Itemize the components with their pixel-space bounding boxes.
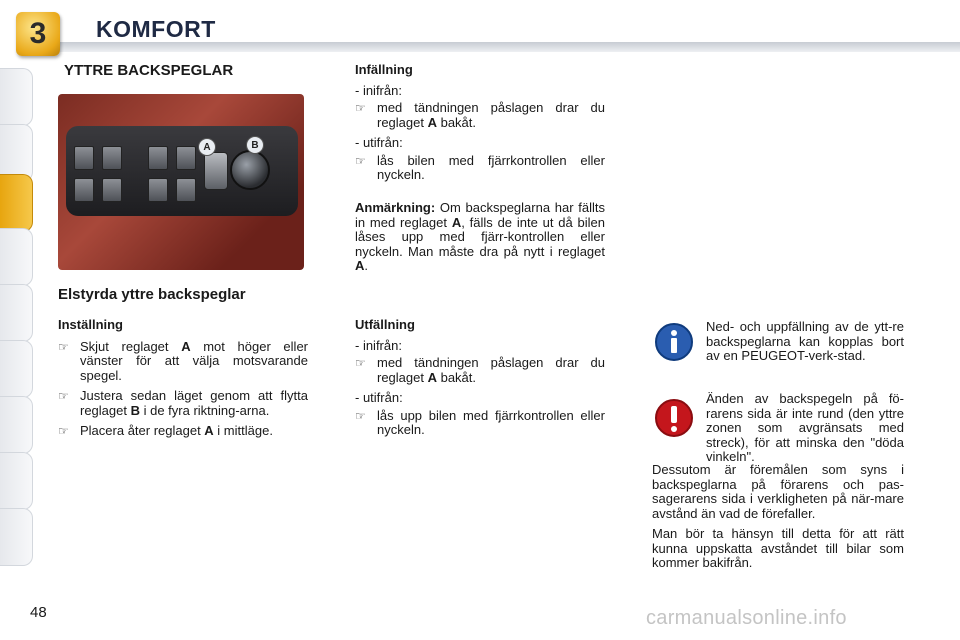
chapter-tab-active[interactable] [0, 174, 33, 232]
anmarkning-block: Anmärkning: Om backspeglarna har fällts in med reglaget A, fälls de inte ut då bilen låses upp med fjärr-kontrollen eller nyckeln. Man måste dra på nytt i reglaget A. [355, 200, 605, 273]
info-note: Ned- och uppfällning av de ytt-re backspeglarna kan kopplas bort av en PEUGEOT-verk-stad. [706, 319, 904, 363]
chapter-tab-rail [0, 62, 34, 582]
installning-bullet-3: ☞ Placera åter reglaget A i mittläge. [58, 423, 273, 438]
header-rule [40, 42, 960, 52]
infallning-block [355, 63, 605, 189]
installning-block [58, 318, 308, 445]
chapter-tab[interactable] [0, 228, 33, 286]
section-title: YTTRE BACKSPEGLAR [64, 62, 234, 79]
infallning-inifran: - inifrån: [355, 82, 402, 98]
window-switch [74, 146, 94, 170]
chapter-tab[interactable] [0, 68, 33, 126]
window-switch-group-right [148, 146, 198, 202]
mirror-selector-switch [204, 152, 228, 190]
hand-pointing-icon: ☞ [355, 408, 366, 423]
hand-pointing-icon: ☞ [58, 339, 69, 354]
right-paragraphs [652, 463, 904, 577]
marker-a: A [198, 138, 216, 156]
chapter-tab[interactable] [0, 340, 33, 398]
mirror-distance-paragraph: Dessutom är föremålen som syns i backspeglarna på förarens och pas-sagerarens sida i verkligheten på när-mare avstånd än vad de förefaller. [652, 462, 904, 521]
chapter-number: 3 [29, 17, 47, 50]
hand-pointing-icon: ☞ [355, 153, 366, 168]
chapter-title: KOMFORT [96, 16, 216, 42]
utfallning-block [355, 318, 605, 444]
window-switch [148, 146, 168, 170]
window-switch [176, 146, 196, 170]
infallning-bullet-2: ☞ lås bilen med fjärrkontrollen eller nyckeln. [355, 152, 605, 182]
chapter-badge [16, 12, 60, 56]
hand-pointing-icon: ☞ [355, 101, 366, 115]
hand-pointing-icon: ☞ [58, 424, 69, 438]
installning-bullet-1: ☞ Skjut reglaget A mot höger eller vänster för att välja motsvarande spegel. [58, 338, 309, 383]
watermark: carmanualsonline.info [646, 607, 847, 629]
installning-heading: Inställning [58, 317, 123, 332]
page-number: 48 [30, 604, 47, 621]
mirror-adjust-knob [230, 150, 270, 190]
window-switch [102, 178, 122, 202]
chapter-tab[interactable] [0, 452, 33, 510]
utfallning-heading: Utfällning [355, 317, 415, 332]
utfallning-inifran: - inifrån: [355, 337, 402, 353]
hand-pointing-icon: ☞ [355, 356, 366, 370]
subsection-title: Elstyrda yttre backspeglar [58, 286, 246, 303]
infallning-utifran: - utifrån: [355, 135, 403, 150]
window-switch-group-left [74, 146, 124, 202]
hand-pointing-icon: ☞ [58, 389, 69, 403]
window-switch [74, 178, 94, 202]
window-switch [176, 178, 196, 202]
window-switch [148, 178, 168, 202]
chapter-tab[interactable] [0, 396, 33, 454]
utfallning-bullet-1: ☞ med tändningen påslagen drar du reglaget A bakåt. [355, 355, 605, 385]
mirror-advice-paragraph: Man bör ta hänsyn till detta för att rätt kunna uppskatta avståndet till bilar som kommer bakifrån. [652, 526, 904, 570]
exclamation-icon [654, 398, 694, 438]
infallning-heading: Infällning [355, 62, 413, 77]
infallning-bullet-1: ☞ med tändningen påslagen drar du reglaget A bakåt. [355, 100, 605, 130]
installning-bullet-2: ☞ Justera sedan läget genom att flytta reglaget B i de fyra riktning-arna. [58, 388, 308, 418]
info-icon [654, 322, 694, 362]
marker-b: B [246, 136, 264, 154]
chapter-tab[interactable] [0, 508, 33, 566]
warning-note: Änden av backspegeln på fö-rarens sida är inte rund (den yttre zonen som avgränsats med streck), för att minska den "döda vinkeln". [706, 391, 904, 464]
anmarkning-label: Anmärkning: [355, 200, 436, 215]
chapter-tab[interactable] [0, 284, 33, 342]
window-switch [102, 146, 122, 170]
utfallning-utifran: - utifrån: [355, 390, 403, 405]
utfallning-bullet-2: ☞ lås upp bilen med fjärrkontrollen eller nyckeln. [355, 407, 605, 437]
